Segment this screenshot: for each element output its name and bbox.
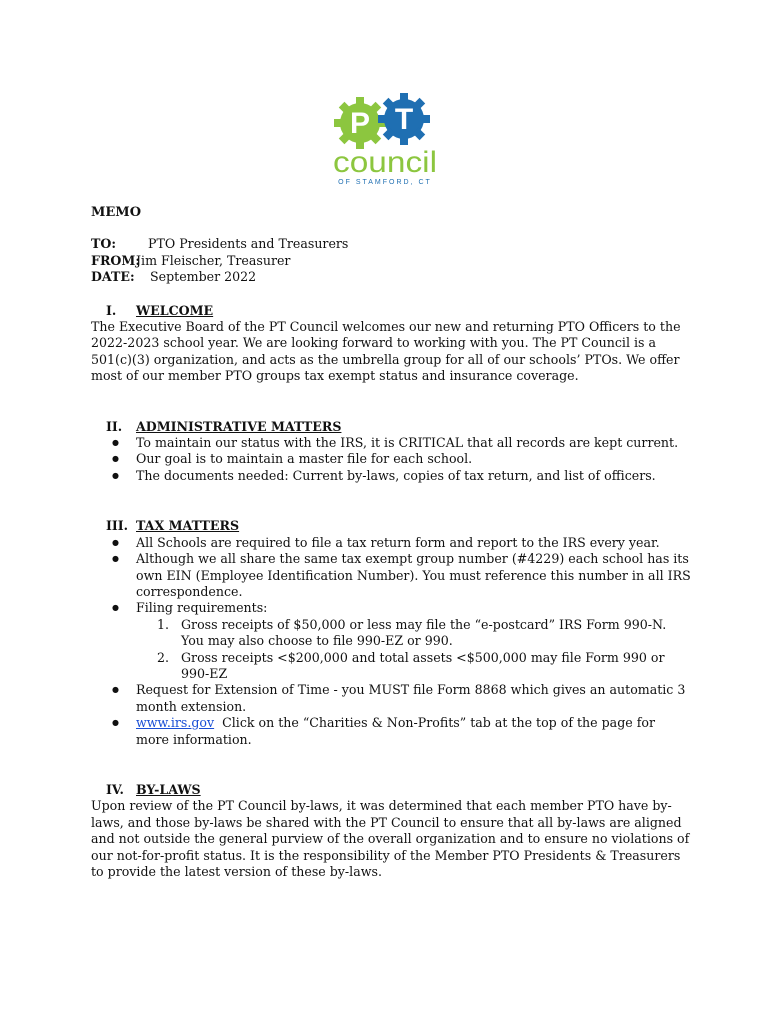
logo-letter-p: P [349, 107, 371, 140]
welcome-paragraph: The Executive Board of the PT Council welcomes our new and returning PTO Officers to the 2022-2023 school year. We are looking forward to working with you. The PT Council is a 501(c)(3) organization, and acts as the umbrella group for all of our schools’ PTOs. We offer most of our member PTO groups tax exempt status and insurance coverage. [91, 319, 681, 384]
list-item: ● Although we all share the same tax exempt group number (#4229) each school has its own EIN (Employee Identification Number). You must reference this number in all IRS correspondence. [91, 551, 691, 600]
section-title: BY-LAWS [136, 781, 201, 797]
logo-word: council [333, 146, 437, 179]
item-text: Gross receipts <$200,000 and total assets <$500,000 may file Form 990 or 990-EZ [181, 649, 665, 681]
administrative-list [91, 435, 691, 484]
filing-requirements-list [91, 617, 691, 683]
section-administrative [91, 419, 691, 485]
list-item [91, 600, 691, 616]
section-tax [91, 518, 691, 748]
item-number: 1. [157, 616, 170, 632]
section-title: TAX MATTERS [136, 518, 240, 534]
date-label: DATE: [91, 269, 135, 285]
section-number: I. [106, 302, 117, 318]
pt-council-logo [330, 92, 440, 186]
filing-requirements-label: Filing requirements: [136, 600, 268, 616]
list-item: ● To maintain our status with the IRS, it is CRITICAL that all records are kept current. [91, 435, 691, 451]
list-item: ● Request for Extension of Time - you MUST file Form 8868 which gives an automatic 3 month extension. [91, 682, 691, 715]
section-heading [91, 419, 691, 435]
from-row [91, 253, 691, 269]
memo-body [91, 205, 691, 880]
section-number: II. [106, 418, 123, 434]
tax-list-continued [91, 682, 691, 748]
list-item [91, 617, 691, 650]
date-row [91, 269, 691, 285]
bylaws-paragraph: Upon review of the PT Council by-laws, it was determined that each member PTO have by-laws, and those by-laws be shared with the PT Council to ensure that all by-laws are aligned and not outside the general purview of the overall organization and to ensure no violations of our not-for-profit status. It is the responsibility of the Member PTO Presidents & Treasurers to provide the latest version of these by-laws. [91, 798, 690, 879]
to-value: PTO Presidents and Treasurers [148, 236, 349, 252]
list-item: ● The documents needed: Current by-laws, copies of tax return, and list of officers. [91, 468, 691, 484]
item-number: 2. [157, 649, 170, 665]
logo-tagline: OF STAMFORD, CT [338, 179, 432, 186]
list-item [91, 650, 691, 683]
list-item: ● All Schools are required to file a tax return form and report to the IRS every year. [91, 535, 691, 551]
tax-list [91, 535, 691, 617]
section-bylaws [91, 782, 691, 880]
to-row [91, 236, 691, 252]
from-label: FROM: [91, 252, 140, 268]
section-heading [91, 303, 691, 319]
section-heading [91, 782, 691, 798]
section-title: WELCOME [136, 302, 214, 318]
memo-title: MEMO [91, 205, 142, 220]
to-label: TO: [91, 236, 116, 252]
list-item: ● Our goal is to maintain a master file for each school. [91, 451, 691, 467]
logo-letter-t: T [394, 103, 414, 136]
section-heading [91, 518, 691, 534]
list-item [91, 715, 691, 748]
irs-link[interactable]: www.irs.gov [136, 715, 215, 731]
section-number: IV. [106, 781, 124, 797]
item-text: Gross receipts of $50,000 or less may file the “e-postcard” IRS Form 990-N. You may also choose to file 990-EZ or 990. [181, 616, 667, 649]
section-welcome [91, 303, 691, 385]
irs-link-description: Click on the “Charities & Non-Profits” tab at the top of the page for more information. [136, 715, 659, 747]
from-value: Jim Fleischer, Treasurer [136, 252, 291, 268]
section-number: III. [106, 518, 129, 534]
section-title: ADMINISTRATIVE MATTERS [136, 418, 342, 434]
date-value: September 2022 [150, 269, 257, 285]
